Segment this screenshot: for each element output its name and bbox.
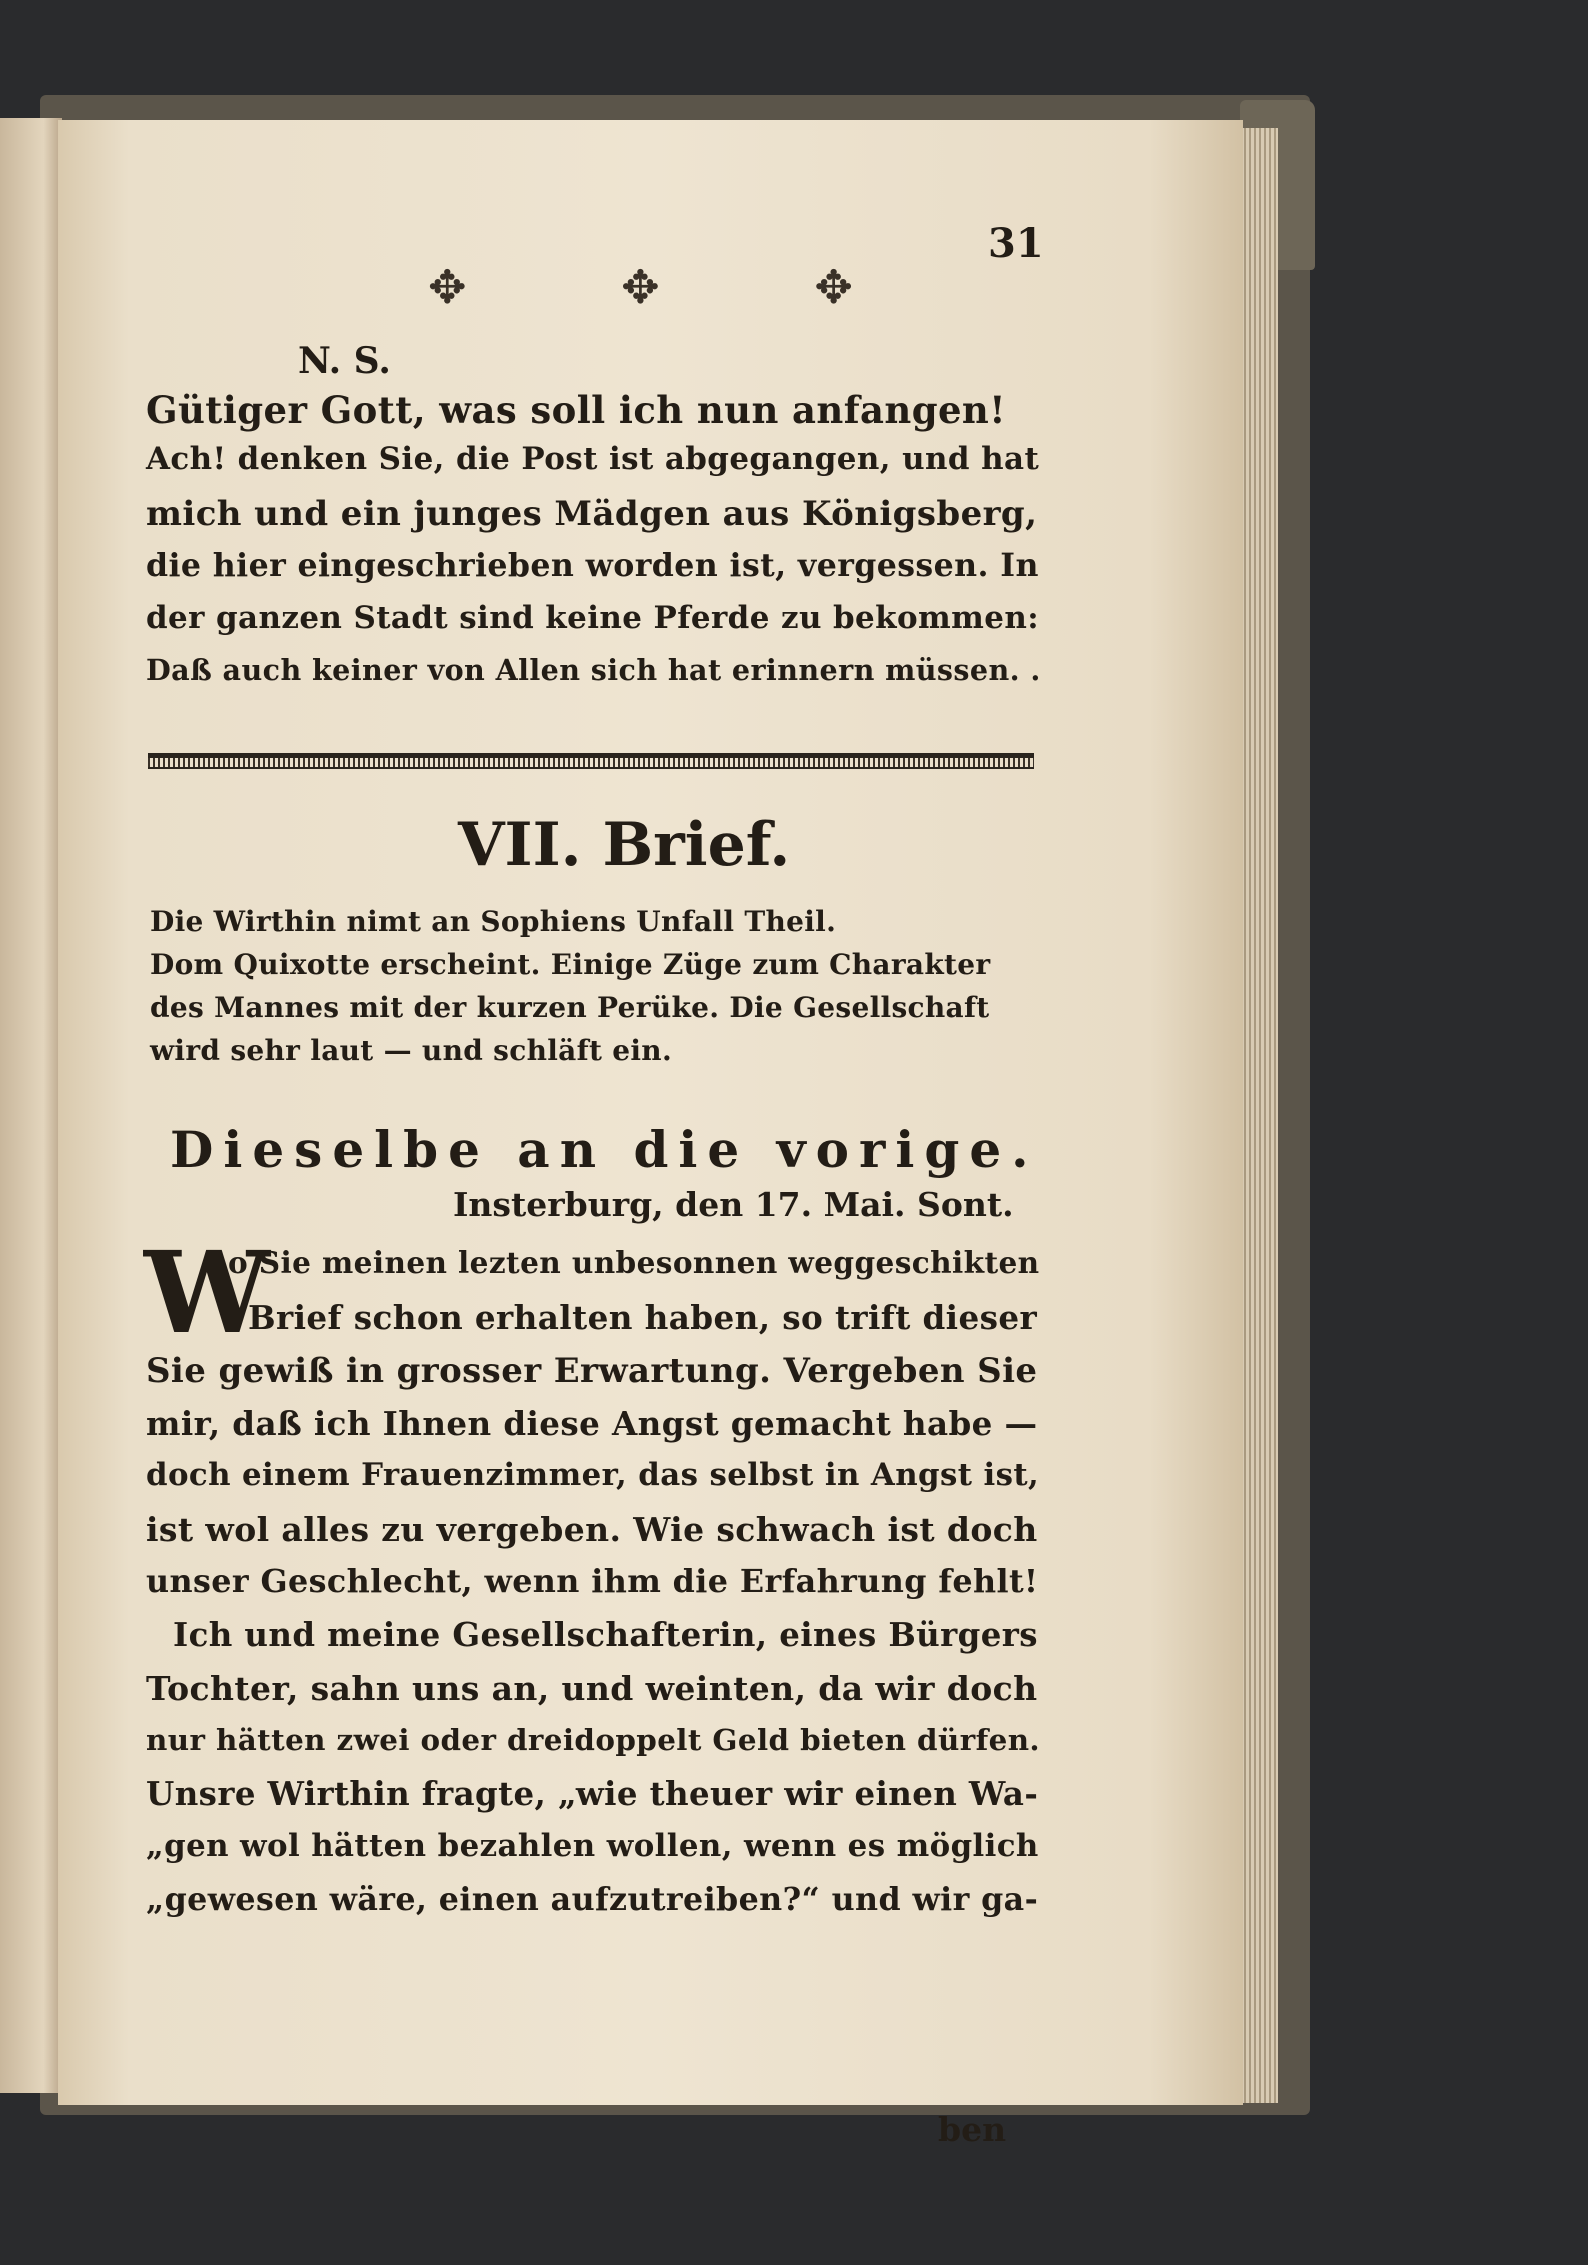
postscript-line: Ach! denken Sie, die Post ist abgegangen, und hat bbox=[146, 441, 1040, 477]
chapter-summary-line: des Mannes mit der kurzen Perüke. Die Gesellschaft bbox=[150, 991, 990, 1024]
letter-line: Tochter, sahn uns an, und weinten, da wir doch bbox=[146, 1669, 1038, 1708]
letter-line: Sie gewiß in grosser Erwartung. Vergeben Sie bbox=[146, 1351, 1038, 1391]
chapter-summary-line: Die Wirthin nimt an Sophiens Unfall Theil. bbox=[150, 905, 837, 938]
letter-line: unser Geschlecht, wenn ihm die Erfahrung fehlt! bbox=[146, 1563, 1039, 1600]
ornament-divider: ✥ ✥ ✥ bbox=[428, 260, 923, 314]
letter-line: „gen wol hätten bezahlen wollen, wenn es möglich bbox=[146, 1828, 1039, 1864]
letter-place-date: Insterburg, den 17. Mai. Sont. bbox=[453, 1185, 1014, 1224]
page-number: 31 bbox=[988, 220, 1044, 267]
postscript-line: Gütiger Gott, was soll ich nun anfangen! bbox=[146, 388, 1006, 432]
facing-page-edge bbox=[0, 118, 62, 2093]
chapter-summary-line: Dom Quixotte erscheint. Einige Züge zum Charakter bbox=[150, 948, 991, 981]
letter-line: mir, daß ich Ihnen diese Angst gemacht habe — bbox=[146, 1404, 1038, 1443]
letter-line: Ich und meine Gesellschafterin, eines Bürgers bbox=[173, 1616, 1038, 1654]
letter-line: ist wol alles zu vergeben. Wie schwach ist doch bbox=[146, 1510, 1038, 1549]
postscript-line: Daß auch keiner von Allen sich hat erinnern müssen. . bbox=[146, 653, 1041, 687]
letter-heading: Dieselbe an die vorige. bbox=[170, 1120, 1039, 1179]
catchword: ben bbox=[938, 2110, 1007, 2149]
letter-line: doch einem Frauenzimmer, das selbst in Angst ist, bbox=[146, 1457, 1040, 1493]
letter-line: nur hätten zwei oder dreidoppelt Geld bieten dürfen. bbox=[146, 1722, 1041, 1757]
drop-cap: W bbox=[144, 1228, 270, 1359]
section-rule bbox=[148, 753, 1034, 769]
postscript-line: mich und ein junges Mädgen aus Königsberg, bbox=[146, 494, 1038, 534]
letter-line: Brief schon erhalten haben, so trift dieser bbox=[248, 1298, 1038, 1337]
letter-line: „gewesen wäre, einen aufzutreiben?“ und wir ga- bbox=[146, 1881, 1039, 1918]
chapter-summary-line: wird sehr laut — und schläft ein. bbox=[150, 1034, 672, 1067]
chapter-title: VII. Brief. bbox=[458, 810, 791, 880]
letter-line: Unsre Wirthin fragte, „wie theuer wir einen Wa- bbox=[146, 1775, 1039, 1813]
book-page bbox=[58, 120, 1243, 2149]
letter-line: o Sie meinen lezten unbesonnen weggeschikten bbox=[228, 1245, 1040, 1280]
postscript-heading: N. S. bbox=[298, 340, 391, 382]
postscript-line: die hier eingeschrieben worden ist, vergessen. In bbox=[146, 547, 1039, 584]
postscript-line: der ganzen Stadt sind keine Pferde zu bekommen: bbox=[146, 600, 1040, 636]
